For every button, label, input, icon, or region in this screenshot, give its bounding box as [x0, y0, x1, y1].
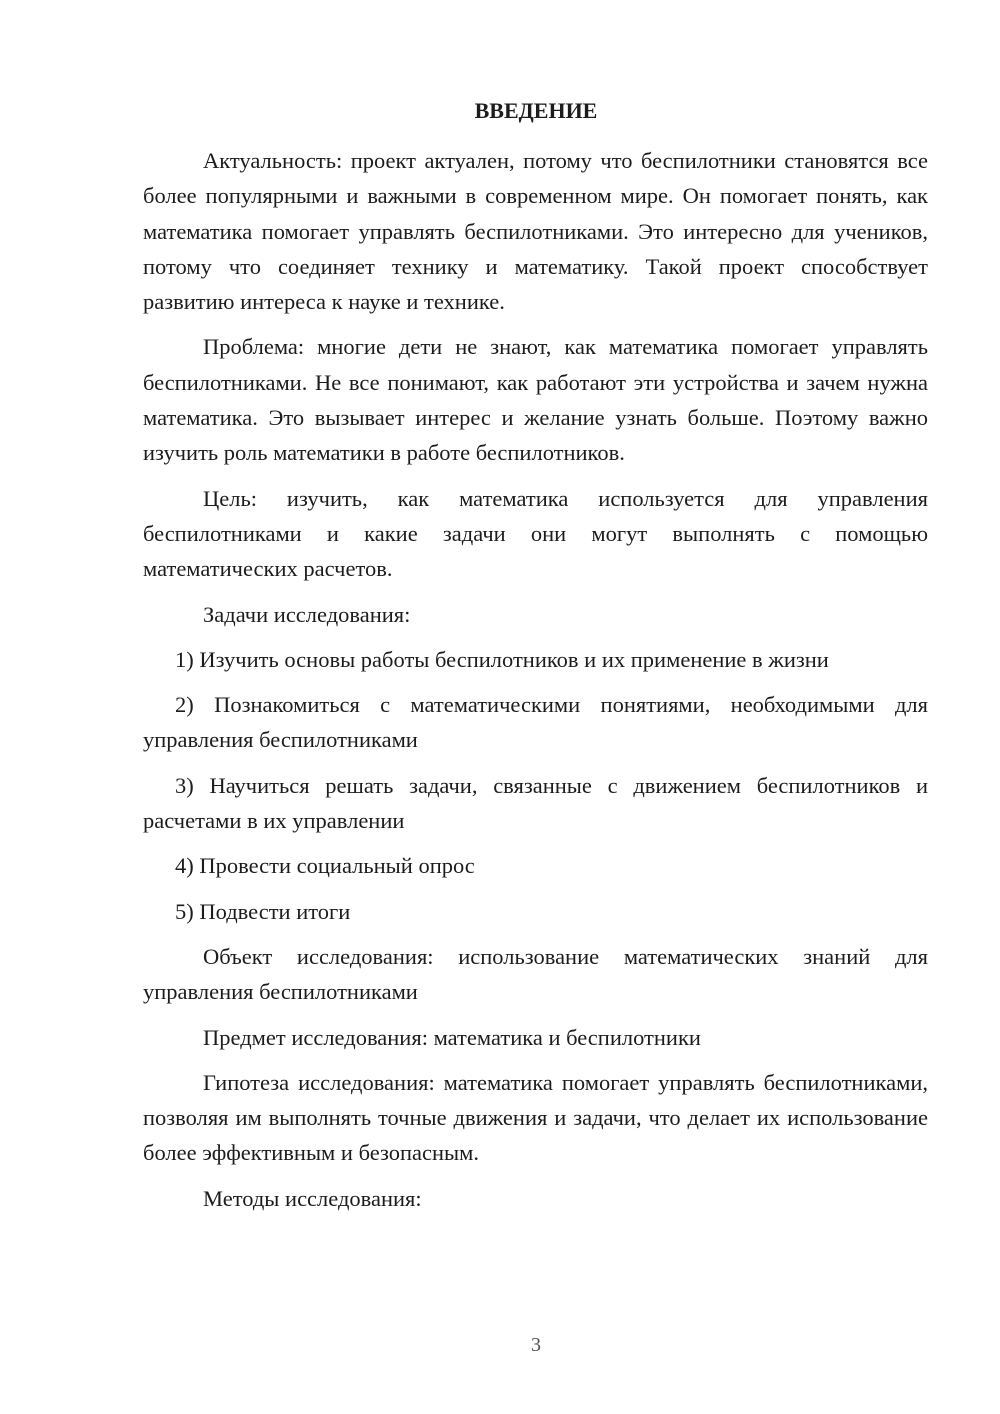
paragraph-problem: Проблема: многие дети не знают, как математика помогает управлять беспилотниками. Не все понимают, как работают эти устройства и зачем нужна математика. Это вызывает интерес и желание узнать больше. Поэтому важно изучить роль математики в работе беспилотников. — [143, 334, 928, 466]
paragraph-object: Объект исследования: использование математических знаний для управления беспилотниками — [143, 943, 928, 1005]
list-item: 1) Изучить основы работы беспилотников и их применение в жизни — [175, 646, 829, 672]
paragraph-subject: Предмет исследования: математика и беспилотники — [203, 1024, 701, 1050]
list-item: 3) Научиться решать задачи, связанные с движением беспилотников и расчетами в их управлении — [143, 772, 928, 834]
page-number: 3 — [531, 1334, 541, 1356]
list-item: 2) Познакомиться с математическими понятиями, необходимыми для управления беспилотниками — [143, 692, 928, 753]
document-body — [143, 143, 928, 1226]
section-heading: ВВЕДЕНИЕ — [474, 98, 598, 123]
list-item: 5) Подвести итоги — [175, 898, 351, 924]
paragraph-hypothesis: Гипотеза исследования: математика помогает управлять беспилотниками, позволяя им выполнять точные движения и задачи, что делает их использование более эффективным и безопасным. — [143, 1069, 928, 1166]
paragraph-goal: Цель: изучить, как математика используется для управления беспилотниками и какие задачи они могут выполнять с помощью математических расчетов. — [143, 485, 928, 582]
paragraph-relevance: Актуальность: проект актуален, потому что беспилотники становятся все более популярными и важными в современном мире. Он помогает понять, как математика помогает управлять беспилотниками. Это интересно для учеников, потому что соединяет технику и математику. Такой проект способствует развитию интереса к науке и технике. — [143, 148, 928, 315]
list-item: 4) Провести социальный опрос — [175, 853, 475, 879]
paragraph-tasks-heading: Задачи исследования: — [203, 601, 411, 627]
paragraph-methods: Методы исследования: — [203, 1185, 422, 1211]
